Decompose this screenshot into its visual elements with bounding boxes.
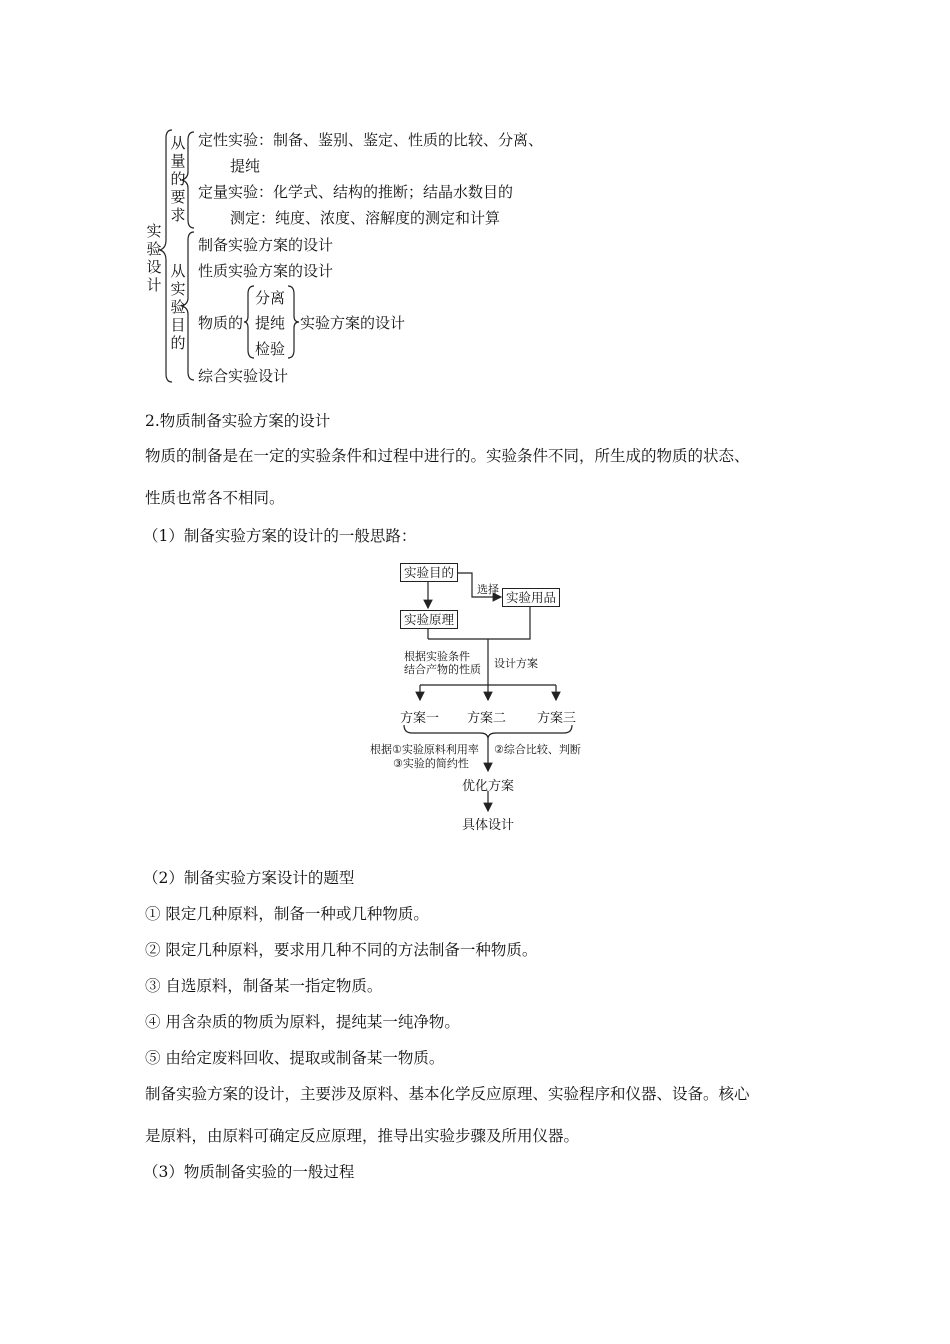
- tree-goal-property: 性质实验方案的设计: [198, 262, 334, 280]
- tree-root-label: 实验设计: [146, 222, 162, 294]
- flow-plan-2: 方案二: [467, 711, 507, 726]
- flow-plan-1: 方案一: [400, 711, 440, 726]
- flow-goal-box: 实验目的: [400, 563, 458, 582]
- tree-goal-substance-prefix: 物质的: [198, 314, 244, 332]
- sub3-title: （3）物质制备实验的一般过程: [143, 1163, 355, 1181]
- section2-title: 2.物质制备实验方案的设计: [145, 412, 331, 430]
- type-item-2: ② 限定几种原料，要求用几种不同的方法制备一种物质。: [145, 941, 538, 959]
- flow-plan-3: 方案三: [537, 711, 577, 726]
- sub1-title: （1）制备实验方案的设计的一般思路：: [143, 527, 417, 545]
- flow-supplies-box: 实验用品: [502, 588, 560, 607]
- flow-principle-box: 实验原理: [400, 610, 458, 629]
- flow-basis-line2: 结合产物的性质: [404, 663, 481, 676]
- tree-item-inspect: 检验: [255, 340, 286, 358]
- section2-paragraph-line1: 物质的制备是在一定的实验条件和过程中进行的。实验条件不同，所生成的物质的状态、: [145, 447, 750, 465]
- section2-paragraph-line2: 性质也常各不相同。: [145, 489, 285, 507]
- flow-criteria-line3: ②综合比较、判断: [494, 743, 581, 756]
- tree-qualitative-line2: 提纯: [230, 157, 261, 175]
- flow-criteria-line2: ③实验的简约性: [393, 757, 469, 770]
- sub2-title: （2）制备实验方案设计的题型: [143, 869, 355, 887]
- type-item-3: ③ 自选原料，制备某一指定物质。: [145, 977, 383, 995]
- type-item-1: ① 限定几种原料，制备一种或几种物质。: [145, 905, 429, 923]
- tree-item-purify: 提纯: [255, 314, 286, 332]
- tree-branch-quantity: 从量的要求: [170, 134, 186, 224]
- flow-select-label: 选择: [477, 583, 499, 596]
- tree-quantitative-line1: 定量实验：化学式、结构的推断；结晶水数目的: [198, 183, 514, 201]
- summary-line2: 是原料，由原料可确定反应原理，推导出实验步骤及所用仪器。: [145, 1127, 580, 1145]
- tree-goal-preparation: 制备实验方案的设计: [198, 236, 334, 254]
- tree-branch-purpose: 从实验目的: [170, 262, 186, 352]
- tree-goal-comprehensive: 综合实验设计: [198, 367, 289, 385]
- flow-criteria-line1: 根据①实验原料利用率: [370, 743, 479, 756]
- summary-line1: 制备实验方案的设计，主要涉及原料、基本化学反应原理、实验程序和仪器、设备。核心: [145, 1085, 750, 1103]
- tree-qualitative-line1: 定性实验：制备、鉴别、鉴定、性质的比较、分离、: [198, 131, 544, 149]
- tree-quantitative-line2: 测定：纯度、浓度、溶解度的测定和计算: [230, 209, 501, 227]
- flow-design-label: 设计方案: [494, 657, 538, 670]
- type-item-5: ⑤ 由给定废料回收、提取或制备某一物质。: [145, 1049, 445, 1067]
- flow-final-design: 具体设计: [462, 818, 515, 833]
- tree-item-separate: 分离: [255, 289, 286, 307]
- flow-optimize: 优化方案: [462, 779, 515, 794]
- flow-basis-line1: 根据实验条件: [404, 650, 470, 663]
- tree-goal-substance-suffix: 实验方案的设计: [300, 314, 406, 332]
- type-item-4: ④ 用含杂质的物质为原料，提纯某一纯净物。: [145, 1013, 460, 1031]
